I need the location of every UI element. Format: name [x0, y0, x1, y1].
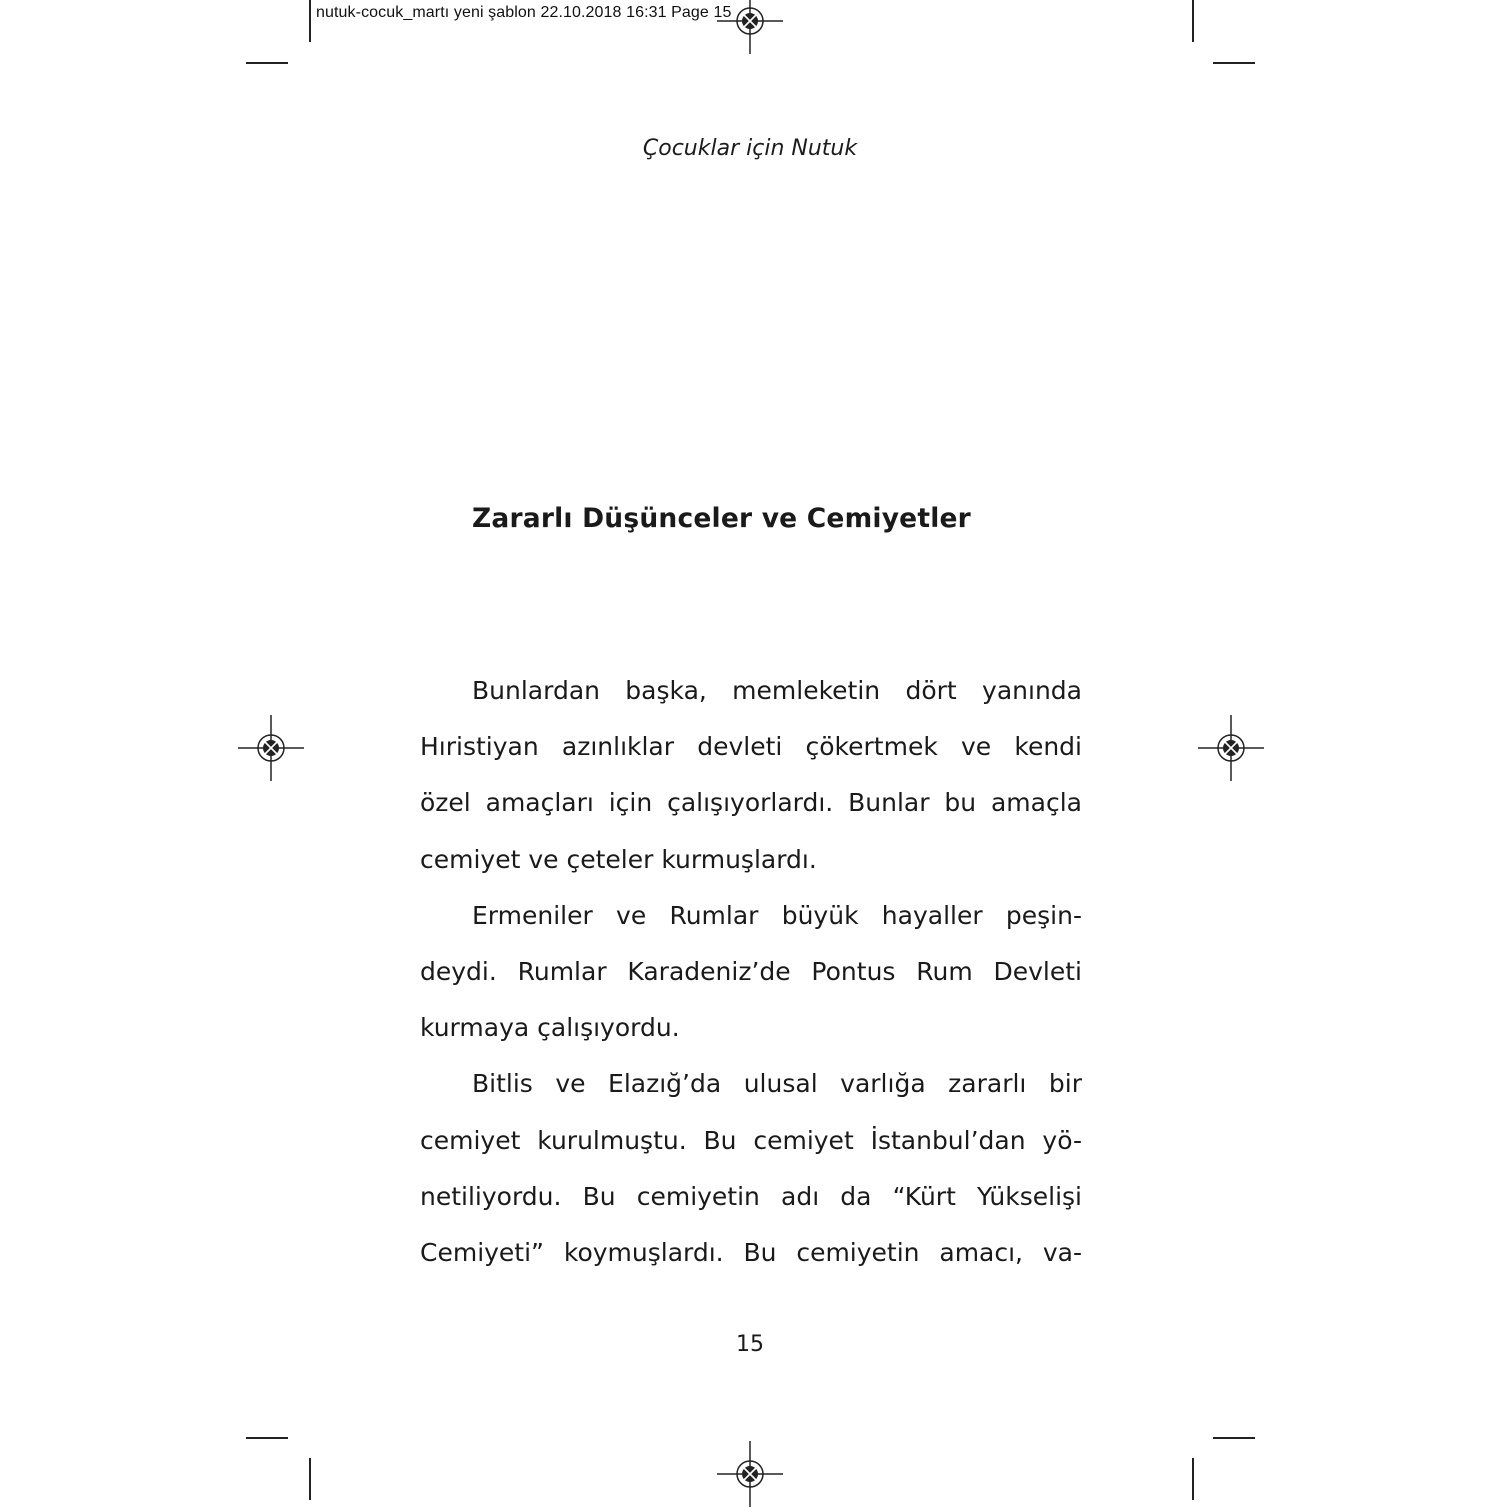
crop-mark-bottom-right-vertical — [1192, 1458, 1194, 1500]
crop-mark-bottom-left-vertical — [309, 1458, 311, 1500]
crop-mark-top-right-vertical — [1192, 0, 1194, 42]
crop-mark-top-right-horizontal — [1213, 62, 1255, 64]
text-line: özel amaçları için çalışıyorlardı. Bunlar bu amaçla — [420, 788, 1082, 818]
crop-mark-bottom-right-horizontal — [1213, 1437, 1255, 1439]
text-line: Ermeniler ve Rumlar büyük hayaller peşin- — [472, 900, 1082, 930]
text-line: Hıristiyan azınlıklar devleti çökertmek ve kendi — [420, 732, 1082, 762]
registration-mark-right-icon — [1198, 715, 1264, 781]
paragraph — [420, 663, 1082, 888]
registration-mark-left-icon — [238, 715, 304, 781]
registration-mark-top-icon — [717, 0, 783, 54]
crop-mark-top-left-vertical — [309, 0, 311, 42]
registration-mark-bottom-icon — [717, 1441, 783, 1507]
text-line: Bunlardan başka, memleketin dört yanında — [472, 676, 1082, 705]
chapter-title: Zararlı Düşünceler ve Cemiyetler — [472, 503, 971, 534]
text-line: kurmaya çalışıyordu. — [420, 1013, 680, 1043]
text-line: netiliyordu. Bu cemiyetin adı da “Kürt Yükselişi — [420, 1181, 1082, 1211]
body-text — [420, 663, 1082, 1281]
crop-mark-bottom-left-horizontal — [246, 1437, 288, 1439]
text-line: Bitlis ve Elazığ’da ulusal varlığa zararlı bir — [472, 1069, 1082, 1099]
text-line: cemiyet ve çeteler kurmuşlardı. — [420, 844, 817, 874]
text-line: deydi. Rumlar Karadeniz’de Pontus Rum Devleti — [420, 957, 1082, 987]
crop-mark-top-left-horizontal — [246, 62, 288, 64]
paragraph — [420, 1056, 1082, 1281]
print-slug: nutuk-cocuk_martı yeni şablon 22.10.2018 16:31 Page 15 — [316, 4, 732, 21]
running-head: Çocuklar için Nutuk — [642, 136, 858, 161]
page-number: 15 — [736, 1332, 764, 1357]
paragraph — [420, 888, 1082, 1057]
text-line: Cemiyeti” koymuşlardı. Bu cemiyetin amacı, va- — [420, 1238, 1082, 1268]
text-line: cemiyet kurulmuştu. Bu cemiyet İstanbul’dan yö- — [420, 1125, 1082, 1155]
